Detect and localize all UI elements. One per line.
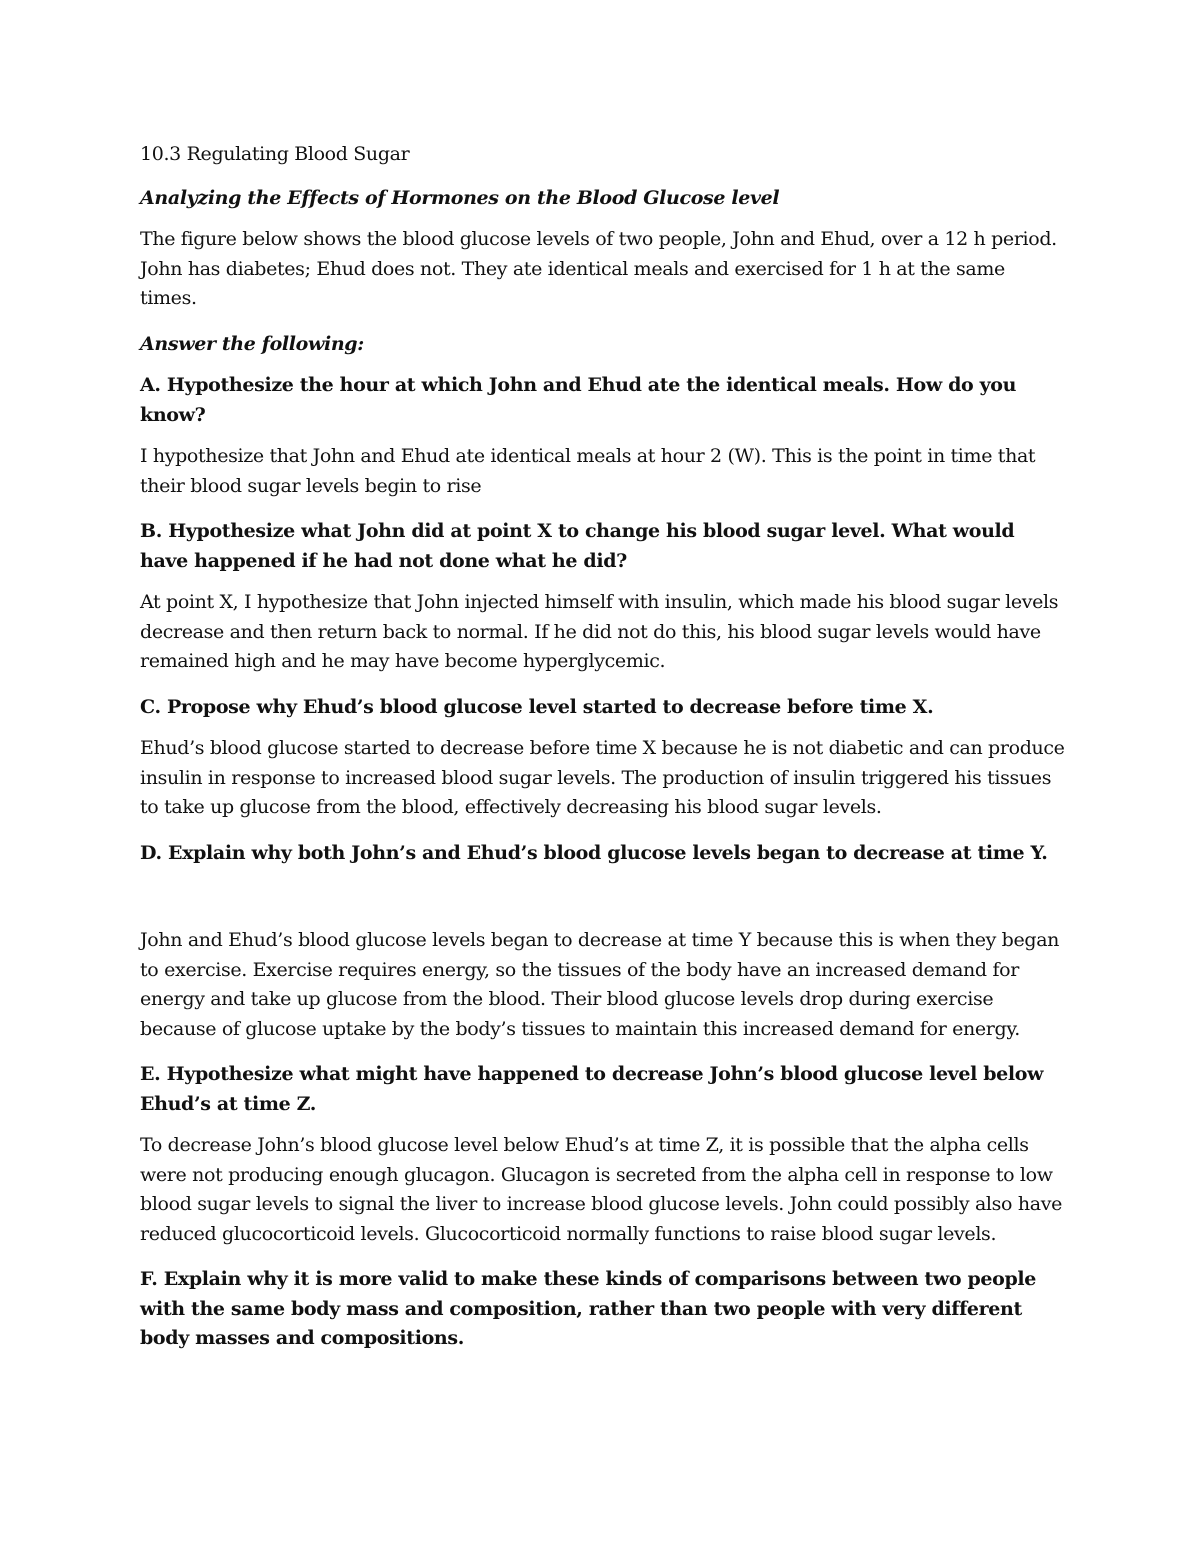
answer-b: At point X, I hypothesize that John injected himself with insulin, which made his blood sugar levels decrease and then return back to normal. If he did not do this, his blood sugar levels would have remained high and he may have become hyperglycemic. <box>140 591 1059 672</box>
instruction-text: Answer the following: <box>140 332 364 355</box>
document-page <box>140 140 1065 1366</box>
answer-d: John and Ehud’s blood glucose levels began to decrease at time Y because this is when they began to exercise. Exercise requires energy, so the tissues of the body have an increased demand for energy and take up glucose from the blood. Their blood glucose levels drop during exercise because of glucose uptake by the body’s tissues to maintain this increased demand for energy. <box>140 929 1060 1040</box>
question-e: E. Hypothesize what might have happened to decrease John’s blood glucose level below Ehud’s at time Z. <box>140 1063 1044 1115</box>
answer-a: I hypothesize that John and Ehud ate identical meals at hour 2 (W). This is the point in time that their blood sugar levels begin to rise <box>140 445 1036 497</box>
answer-c: Ehud’s blood glucose started to decrease before time X because he is not diabetic and can produce insulin in response to increased blood sugar levels. The production of insulin triggered his tissues to take up glucose from the blood, effectively decreasing his blood sugar levels. <box>140 737 1065 818</box>
question-d: D. Explain why both John’s and Ehud’s blood glucose levels began to decrease at time Y. <box>140 841 1048 864</box>
question-f: F. Explain why it is more valid to make these kinds of comparisons between two people with the same body mass and composition, rather than two people with very different body masses and compositions. <box>140 1268 1036 1349</box>
answer-e: To decrease John’s blood glucose level below Ehud’s at time Z, it is possible that the alpha cells were not producing enough glucagon. Glucagon is secreted from the alpha cell in response to low blood sugar levels to signal the liver to increase blood glucose levels. John could possibly also have reduced glucocorticoid levels. Glucocorticoid normally functions to raise blood sugar levels. <box>140 1134 1062 1245</box>
intro-paragraph: The figure below shows the blood glucose levels of two people, John and Ehud, over a 12 h period. John has diabetes; Ehud does not. They ate identical meals and exercised for 1 h at the same times. <box>140 228 1057 309</box>
question-a: A. Hypothesize the hour at which John and Ehud ate the identical meals. How do you know? <box>140 374 1017 426</box>
document-subtitle: Analyzing the Effects of Hormones on the Blood Glucose level <box>140 186 780 209</box>
question-c: C. Propose why Ehud’s blood glucose level started to decrease before time X. <box>140 695 934 718</box>
question-b: B. Hypothesize what John did at point X to change his blood sugar level. What would have happened if he had not done what he did? <box>140 520 1015 572</box>
document-heading: 10.3 Regulating Blood Sugar <box>140 143 410 165</box>
